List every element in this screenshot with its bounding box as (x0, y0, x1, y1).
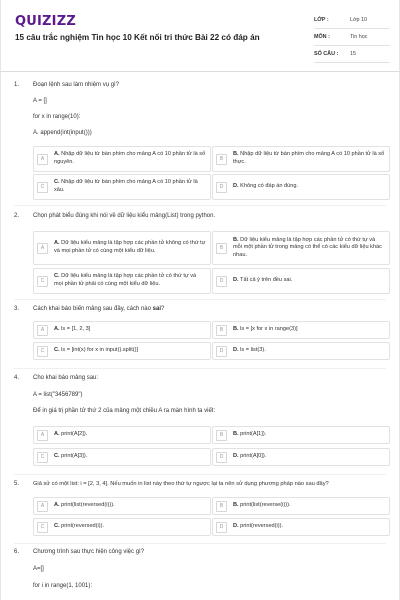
answer-option-b[interactable] (212, 497, 390, 515)
option-letter-box: B (216, 154, 227, 165)
divider (14, 543, 386, 544)
option-letter-box: D (216, 346, 227, 357)
option-letter-box: C (37, 452, 48, 463)
divider (14, 205, 386, 206)
option-text: ls = [int(x) for x in input().split()] (61, 347, 139, 354)
option-lead: B. (233, 431, 239, 438)
question-number: 6. (14, 549, 20, 555)
code-line: A. append(int(input())) (33, 130, 92, 136)
question-number: 3. (14, 306, 20, 312)
question-number: 1. (14, 82, 20, 88)
divider (14, 299, 386, 300)
meta-row-class (314, 12, 390, 29)
document-header (0, 0, 400, 72)
option-lead: B. (233, 326, 239, 333)
meta-key: SỐ CÂU : (314, 51, 339, 57)
option-lead: D. (233, 523, 239, 530)
option-text: Nhập dữ liệu từ bàn phím cho mảng A có 10 phần tử là xâu. (54, 179, 198, 193)
option-lead: D. (233, 453, 239, 460)
code-line: A = [] (33, 98, 47, 104)
answer-option-b[interactable] (212, 426, 390, 444)
meta-value: Lớp 10 (350, 17, 368, 23)
answer-option-c[interactable] (33, 174, 211, 200)
quizizz-logo: QUIZIZZ (15, 14, 76, 29)
option-letter-box: A (37, 430, 48, 441)
divider (14, 474, 386, 475)
option-lead: D. (233, 347, 239, 354)
option-text: Nhập dữ liệu từ bàn phím cho mảng A có 10 phần tử là số thực. (233, 151, 385, 165)
answer-option-d[interactable] (212, 448, 390, 466)
answer-option-a[interactable] (33, 497, 211, 515)
option-lead: B. (233, 151, 239, 158)
option-letter-box: B (216, 430, 227, 441)
document-title: 15 câu trắc nghiệm Tin học 10 Kết nối tri thức Bài 22 có đáp án (15, 33, 260, 42)
option-lead: A. (54, 326, 60, 333)
question-text: Giả sử có một list: i = [2, 3, 4]. Nếu muốn in list này theo thứ tự ngược lại ta nên sử dụng phương pháp nào sau đây? (33, 481, 329, 487)
emphasis-word: sai (152, 306, 161, 312)
answer-option-a[interactable] (33, 146, 211, 172)
answer-option-d[interactable] (212, 342, 390, 360)
question-number: 4. (14, 375, 20, 381)
question-text: Cho khai báo mảng sau: (33, 375, 99, 381)
option-letter-box: D (216, 182, 227, 193)
option-text: print(reversed(i)). (61, 523, 105, 530)
option-lead: A. (54, 502, 60, 509)
option-lead: A. (54, 431, 60, 438)
answer-option-d[interactable] (212, 174, 390, 200)
answer-option-c[interactable] (33, 342, 211, 360)
answer-option-a[interactable] (33, 426, 211, 444)
option-letter-box: B (216, 243, 227, 254)
option-lead: C. (54, 453, 60, 460)
meta-key: LỚP : (314, 17, 329, 23)
option-letter-box: C (37, 276, 48, 287)
option-letter-box: C (37, 522, 48, 533)
option-letter-box: D (216, 522, 227, 533)
option-text: print(A[0]). (240, 453, 267, 460)
option-text: print(list(reverse(i))). (240, 502, 291, 509)
question-text: Chương trình sau thực hiện công việc gì? (33, 549, 145, 555)
meta-value: Tin học (350, 34, 368, 40)
answer-option-c[interactable] (33, 448, 211, 466)
answer-option-b[interactable] (212, 146, 390, 172)
option-text: Dữ liệu kiểu mảng là tập hợp các phần tử có thứ tự và mọi phần tử phải có cùng một kiểu dữ liệu. (54, 273, 197, 287)
answer-option-b[interactable] (212, 321, 390, 339)
option-text: print(list(reversed(i))). (61, 502, 115, 509)
option-letter-box: A (37, 154, 48, 165)
option-text: print(A[3]). (61, 453, 88, 460)
answer-option-d[interactable] (212, 518, 390, 536)
option-letter-box: A (37, 325, 48, 336)
code-line: A = list("3456789") (33, 392, 83, 398)
answer-option-c[interactable] (33, 518, 211, 536)
option-text: Tất cả ý trên đều sai. (240, 277, 293, 284)
option-text: print(A[2]). (61, 431, 88, 438)
option-text: ls = list(3). (240, 347, 266, 354)
option-letter-box: B (216, 501, 227, 512)
option-text: print(reversed(i)). (240, 523, 284, 530)
option-letter-box: B (216, 325, 227, 336)
option-letter-box: C (37, 182, 48, 193)
option-text: Nhập dữ liệu từ bàn phím cho mảng A có 10 phần tử là số nguyên. (54, 151, 206, 165)
option-lead: C. (54, 523, 60, 530)
meta-key: MÔN : (314, 34, 330, 40)
option-lead: B. (233, 502, 239, 509)
option-letter-box: C (37, 346, 48, 357)
option-letter-box: D (216, 452, 227, 463)
option-lead: B. (233, 236, 239, 243)
meta-row-subject (314, 29, 390, 46)
option-lead: D. (233, 277, 239, 284)
option-lead: A. (54, 151, 60, 158)
option-text: Dữ liệu kiểu mảng là tập hợp các phần tử không có thứ tự và mọi phần tử có cùng một kiểu dữ liệu. (54, 240, 206, 254)
option-text: ls = [1, 2, 3] (61, 326, 91, 333)
option-letter-box: A (37, 501, 48, 512)
question-text: Cách khai báo biến mảng sau đây, cách nào sai? (33, 306, 165, 312)
option-letter-box: A (37, 243, 48, 254)
divider (14, 368, 386, 369)
code-line: Để in giá trị phần tử thứ 2 của mảng một chiều A ra màn hình ta viết: (33, 408, 216, 414)
option-lead: C. (54, 273, 60, 280)
option-lead: C. (54, 347, 60, 354)
question-text: Đoạn lệnh sau làm nhiệm vụ gì? (33, 82, 120, 88)
answer-option-b[interactable] (212, 231, 390, 265)
meta-value: 15 (350, 51, 356, 57)
option-lead: A. (54, 240, 60, 247)
answer-option-a[interactable] (33, 231, 211, 265)
question-text: Chọn phát biểu đúng khi nói về dữ liệu kiểu mảng(List) trong python. (33, 213, 216, 219)
option-lead: D. (233, 183, 239, 190)
option-lead: C. (54, 179, 60, 186)
option-text: ls = [x for x in range(3)] (240, 326, 298, 333)
answer-option-d[interactable] (212, 268, 390, 294)
option-letter-box: D (216, 276, 227, 287)
question-number: 2. (14, 213, 20, 219)
code-line: for i in range(1, 1001): (33, 583, 93, 589)
option-text: Dữ liệu kiểu mảng là tập hợp các phần tử có thứ tự và mỗi một phần tử trong mảng có thể có các kiểu dữ liệu khác nhau. (233, 236, 382, 258)
answer-option-a[interactable] (33, 321, 211, 339)
option-text: print(A[1]). (240, 431, 267, 438)
code-line: A=[] (33, 566, 44, 572)
code-line: for x in range(10): (33, 114, 81, 120)
answer-option-c[interactable] (33, 268, 211, 294)
meta-row-count (314, 46, 390, 63)
question-number: 5. (14, 481, 20, 487)
option-text: Không có đáp án đúng. (240, 183, 299, 190)
meta-table (314, 12, 390, 63)
